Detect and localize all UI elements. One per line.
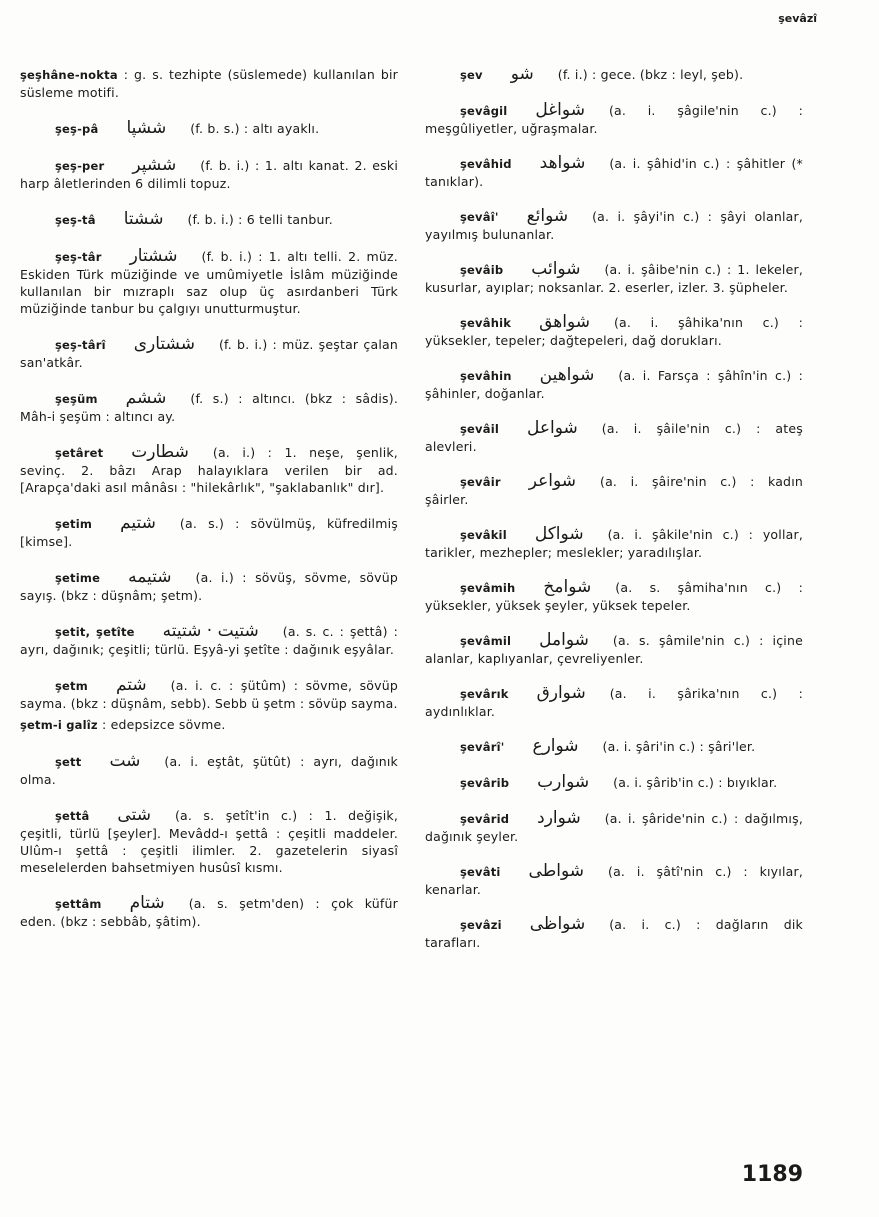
- dictionary-entry: [425, 774, 803, 792]
- definition: (a. i. şâtî'nin c.) : kıyılar, kenarlar.: [425, 864, 803, 897]
- sub-headword: şetm-i galîz: [20, 718, 98, 732]
- headword: şevâmih: [460, 581, 516, 595]
- arabic-script: ششپر: [132, 155, 177, 175]
- definition: (a. i. Farsça : şâhîn'in c.) : şâhinler, doğanlar.: [425, 368, 803, 401]
- definition: (f. b. i.) : 1. altı telli. 2. müz. Eskiden Türk müziğinde ve umûmiyetle İslâm müziğinde kullanılan bir mızraplı saz olup üç asırdanberi Türk müziğinde tanbur bu çalgıyı unutturmuştur.: [20, 249, 398, 316]
- dictionary-entry: [20, 623, 398, 658]
- arabic-script: شوائع: [526, 206, 569, 226]
- definition: (a. i. c. : şütûm) : sövme, sövüp sayma. (bkz : düşnâm, sebb). Sebb ü şetm : sövüp sayma.: [20, 678, 398, 711]
- definition: (a. i. şâyi'in c.) : şâyi olanlar, yayılmış bulunanlar.: [425, 209, 803, 242]
- definition: (a. s. şâmiha'nın c.) : yüksekler, yüksek şeyler, yüksek tepeler.: [425, 580, 803, 613]
- sub-definition: : edepsizce sövme.: [102, 717, 226, 732]
- headword: şevârid: [460, 812, 510, 826]
- arabic-script: شوامخ: [543, 577, 592, 597]
- arabic-script: ششپا: [126, 118, 167, 138]
- left-column: [20, 66, 398, 949]
- headword: şeş-târ: [55, 250, 102, 264]
- page-number: 1189: [741, 1162, 803, 1187]
- dictionary-entry: [425, 473, 803, 508]
- headword: şeşüm: [55, 392, 98, 406]
- headword: şeşhâne-nokta: [20, 68, 118, 82]
- definition: (a. i. şâride'nin c.) : dağılmış, dağınık şeyler.: [425, 811, 803, 844]
- dictionary-entry: [425, 863, 803, 898]
- arabic-script: شتیم: [120, 513, 156, 533]
- definition: (a. i. şâri'in c.) : şâri'ler.: [602, 739, 756, 754]
- headword: şeş-per: [55, 159, 105, 173]
- dictionary-entry: [425, 526, 803, 561]
- definition: (a. s. şâmile'nin c.) : içine alanlar, kaplıyanlar, çevreliyenler.: [425, 633, 803, 666]
- definition: (a. i. şâhika'nın c.) : yüksekler, tepeler; dağtepeleri, dağ dorukları.: [425, 315, 803, 348]
- running-head: şevâzî: [778, 12, 817, 25]
- arabic-script: ششم: [125, 388, 167, 408]
- arabic-script: ششتار: [129, 246, 178, 266]
- definition: (a. s. şetm'den) : çok küfür eden. (bkz : sebbâb, şâtim).: [20, 896, 398, 929]
- dictionary-entry: [20, 895, 398, 930]
- definition: (a. s. şetît'in c.) : 1. değişik, çeşitli, türlü [şeyler]. Mevâdd-ı şettâ : çeşitli maddeler. Ulûm-ı şettâ : çeşitli ilimler. 2. gazetelerin siyasî meselelerden bahsetmiyen husûsî kısmı.: [20, 808, 398, 875]
- headword: şevâhid: [460, 157, 512, 171]
- arabic-script: شتیمه: [128, 567, 172, 587]
- headword: şevâhik: [460, 316, 512, 330]
- dictionary-entry: [425, 579, 803, 614]
- definition: (a. s.) : sövülmüş, küfredilmiş [kimse].: [20, 516, 398, 549]
- arabic-script: شواعل: [527, 418, 578, 438]
- headword: şettâm: [55, 897, 102, 911]
- arabic-script: شتیت · شتیته: [162, 621, 259, 641]
- arabic-script: شواظی: [529, 914, 586, 934]
- headword: şevâgil: [460, 104, 508, 118]
- definition: (f. i.) : gece. (bkz : leyl, şeb).: [557, 67, 744, 82]
- arabic-script: شواهق: [539, 312, 590, 332]
- dictionary-entry: [425, 208, 803, 243]
- arabic-script: شوارع: [532, 736, 579, 756]
- dictionary-entry: [425, 810, 803, 845]
- headword: şevâkil: [460, 528, 507, 542]
- headword: şetâret: [55, 446, 104, 460]
- definition: (f. s.) : altıncı. (bkz : sâdis). Mâh-i şeşüm : altıncı ay.: [20, 391, 398, 424]
- arabic-script: شواهد: [539, 153, 586, 173]
- dictionary-entry: [20, 677, 398, 712]
- arabic-script: شوارق: [536, 683, 586, 703]
- headword: şeş-târî: [55, 338, 106, 352]
- arabic-script: شطارت: [131, 442, 189, 462]
- headword: şetime: [55, 571, 101, 585]
- arabic-script: شتم: [115, 675, 147, 695]
- definition: : g. s. tezhipte (süslemede) kullanılan bir süsleme motifi.: [20, 67, 398, 100]
- dictionary-entry: [20, 807, 398, 876]
- headword: şetim: [55, 517, 93, 531]
- arabic-script: شو: [510, 64, 534, 84]
- arabic-script: شتام: [129, 893, 165, 913]
- dictionary-entry: [425, 632, 803, 667]
- dictionary-entry: [20, 336, 398, 371]
- headword: şevâil: [460, 422, 499, 436]
- dictionary-entry: [20, 157, 398, 192]
- arabic-script: ششتا: [123, 209, 164, 229]
- dictionary-entry: [20, 120, 398, 138]
- headword: şetit, şetîte: [55, 625, 135, 639]
- arabic-script: ششتاری: [133, 334, 195, 354]
- headword: şev: [460, 68, 483, 82]
- headword: şevâib: [460, 263, 504, 277]
- headword: şevârib: [460, 776, 510, 790]
- arabic-script: شواهین: [539, 365, 595, 385]
- dictionary-entry: [425, 738, 803, 756]
- definition: (a. s. c. : şettâ) : ayrı, dağınık; çeşitli; türlü. Eşyâ-yi şetîte : dağınık eşyâlar.: [20, 624, 398, 657]
- definition: (f. b. i.) : müz. şeştar çalan san'atkâr.: [20, 337, 398, 370]
- definition: (f. b. i.) : 1. altı kanat. 2. eski harp âletlerinden 6 dilimli topuz.: [20, 158, 398, 191]
- headword: şevâmil: [460, 634, 512, 648]
- definition: (a. i. şârika'nın c.) : aydınlıklar.: [425, 686, 803, 719]
- definition: (a. i. şâibe'nin c.) : 1. lekeler, kusurlar, ayıplar; noksanlar. 2. eserler, izler. 3. şüpheler.: [425, 262, 803, 295]
- definition: (a. i. şârib'in c.) : bıyıklar.: [613, 775, 778, 790]
- dictionary-entry: [425, 66, 803, 84]
- arabic-script: شواكل: [534, 524, 584, 544]
- arabic-script: شواغل: [535, 100, 585, 120]
- headword: şevâhin: [460, 369, 512, 383]
- definition: (a. i.) : sövüş, sövme, sövüp sayış. (bkz : düşnâm; şetm).: [20, 570, 398, 603]
- right-column: [425, 66, 803, 969]
- arabic-script: شوائب: [531, 259, 581, 279]
- dictionary-entry: [425, 685, 803, 720]
- dictionary-entry: [20, 211, 398, 229]
- dictionary-entry: [20, 66, 398, 101]
- headword: şeş-pâ: [55, 122, 99, 136]
- dictionary-entry: [425, 916, 803, 951]
- dictionary-entry: [425, 155, 803, 190]
- headword: şett: [55, 755, 82, 769]
- definition: (a. i. c.) : dağların dik tarafları.: [425, 917, 803, 950]
- arabic-script: شت: [109, 751, 141, 771]
- headword: şeş-tâ: [55, 213, 96, 227]
- arabic-script: شوارد: [537, 808, 581, 828]
- arabic-script: شواطی: [528, 861, 584, 881]
- dictionary-entry: [425, 102, 803, 137]
- dictionary-entry: [20, 444, 398, 496]
- definition: (a. i. şâire'nin c.) : kadın şâirler.: [425, 474, 803, 507]
- definition: (a. i. eştât, şütût) : ayrı, dağınık olma.: [20, 754, 398, 787]
- headword: şevâzi: [460, 918, 502, 932]
- definition: (a. i.) : 1. neşe, şenlik, sevinç. 2. bâzı Arap halayıklara verilen bir ad. [Arapça'daki asıl mânâsı : "hilekârlık", "şaklabanlık" dır].: [20, 445, 398, 495]
- dictionary-entry: [425, 261, 803, 296]
- dictionary-entry: [425, 314, 803, 349]
- headword: şevâî': [460, 210, 499, 224]
- arabic-script: شتی: [117, 805, 151, 825]
- headword: şevâti: [460, 865, 501, 879]
- arabic-script: شواعر: [528, 471, 576, 491]
- dictionary-entry: [20, 390, 398, 425]
- dictionary-entry: [20, 569, 398, 604]
- headword: şettâ: [55, 809, 90, 823]
- dictionary-entry: [20, 515, 398, 550]
- dictionary-entry: [425, 367, 803, 402]
- definition: (a. i. şâhid'in c.) : şâhitler (* tanıklar).: [425, 156, 803, 189]
- arabic-script: شوامل: [539, 630, 589, 650]
- definition: (a. i. şâkile'nin c.) : yollar, tarikler, mezhepler; meslekler; yaradılışlar.: [425, 527, 803, 560]
- dictionary-entry: [20, 248, 398, 317]
- definition: (a. i. şâile'nin c.) : ateş alevleri.: [425, 421, 803, 454]
- headword: şevârık: [460, 687, 509, 701]
- sub-entry: [20, 716, 398, 734]
- dictionary-entry: [425, 420, 803, 455]
- arabic-script: شوارب: [537, 772, 590, 792]
- definition: (f. b. i.) : 6 telli tanbur.: [187, 212, 333, 227]
- headword: şevârî': [460, 740, 505, 754]
- definition: (f. b. s.) : altı ayaklı.: [190, 121, 320, 136]
- headword: şetm: [55, 679, 88, 693]
- dictionary-entry: [20, 753, 398, 788]
- headword: şevâir: [460, 475, 501, 489]
- definition: (a. i. şâgile'nin c.) : meşgûliyetler, uğraşmalar.: [425, 103, 803, 136]
